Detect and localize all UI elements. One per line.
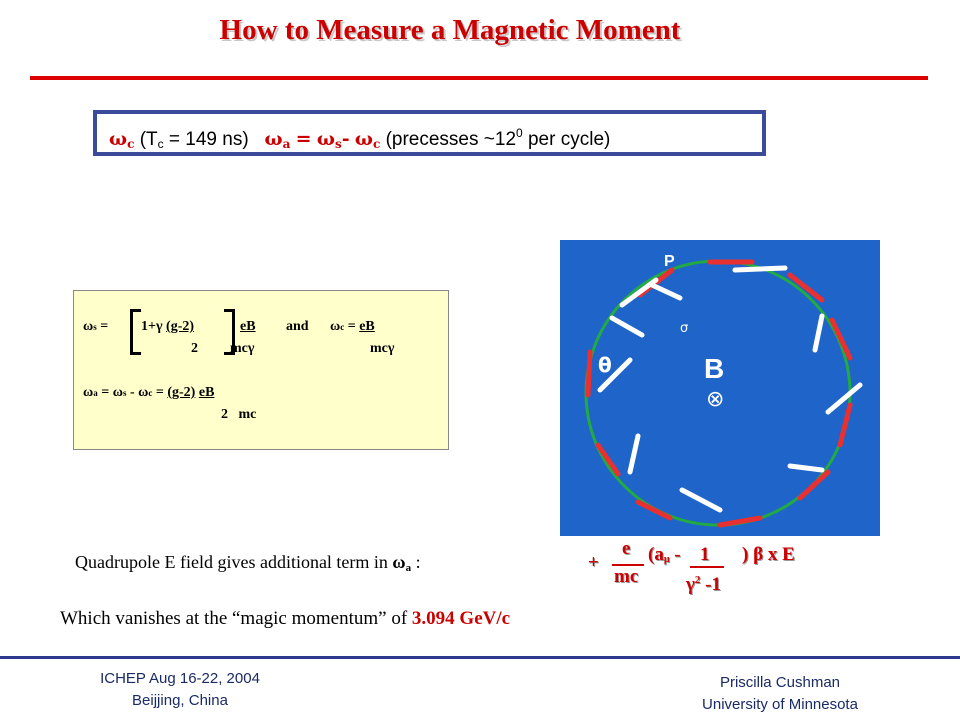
slide-title: How to Measure a Magnetic Moment [219, 14, 681, 46]
b-field-label: B [704, 353, 725, 384]
fraction-bar-gamma [690, 566, 724, 568]
expr-one: 1 [700, 544, 710, 565]
precession-svg [560, 240, 880, 536]
left-bracket [130, 309, 141, 355]
expr-mc: mc [614, 566, 639, 587]
expr-e: e [622, 538, 631, 559]
omega-c-lhs: ωc = eB [330, 319, 375, 334]
theta-label: θ [598, 353, 612, 377]
mcgamma-denominator: mcγ [230, 341, 255, 356]
p-label: P [664, 253, 675, 270]
and-word: and [286, 319, 309, 334]
wa-denominator: 2 mc [221, 407, 257, 422]
denominator-two: 2 [191, 341, 198, 356]
omega-c-symbol: ω [109, 128, 128, 150]
quadrupole-text: Quadrupole E field gives additional term in ωa : [75, 552, 421, 574]
cyclotron-summary-box: ωc (Tc = 149 ns) ωa = ωs- ωc (precesses $\sim 12^0$ per cycle) [93, 110, 766, 156]
footer-left: ICHEP Aug 16-22, 2004 Beijjing, China [100, 670, 260, 709]
formula-box [73, 290, 449, 450]
sigma-label: σ [680, 321, 689, 336]
expr-plus: + [588, 552, 599, 573]
omega-s-lhs: ωs = [83, 319, 109, 334]
mcgamma-denominator-2: mcγ [370, 341, 395, 356]
footer-divider [0, 656, 960, 659]
omega-a-symbol: ω [264, 128, 283, 150]
precession-diagram [560, 240, 880, 536]
expr-beta-cross-e: ) β x E [742, 544, 795, 565]
spin-arrow [735, 268, 785, 270]
title-underline [30, 76, 928, 80]
one-plus-gamma: 1+γ (g-2) [141, 319, 195, 334]
expr-amu: (aμ - [648, 544, 681, 565]
momentum-arrow [588, 352, 590, 395]
expr-gamma-sq: $\gamma^2$ -1 [686, 574, 721, 595]
eB-numerator: eB [240, 319, 256, 334]
magic-momentum-text: Which vanishes at the “magic momentum” of 3.094 GeV/c [60, 608, 511, 629]
magic-momentum-value: 3.094 GeV/c [411, 608, 511, 629]
omega-a-equation: ωa = ωs - ωc = (g-2) eB [83, 385, 215, 400]
into-page-icon: ⊗ [706, 387, 725, 412]
footer-right: Priscilla Cushman University of Minnesota [702, 674, 858, 713]
